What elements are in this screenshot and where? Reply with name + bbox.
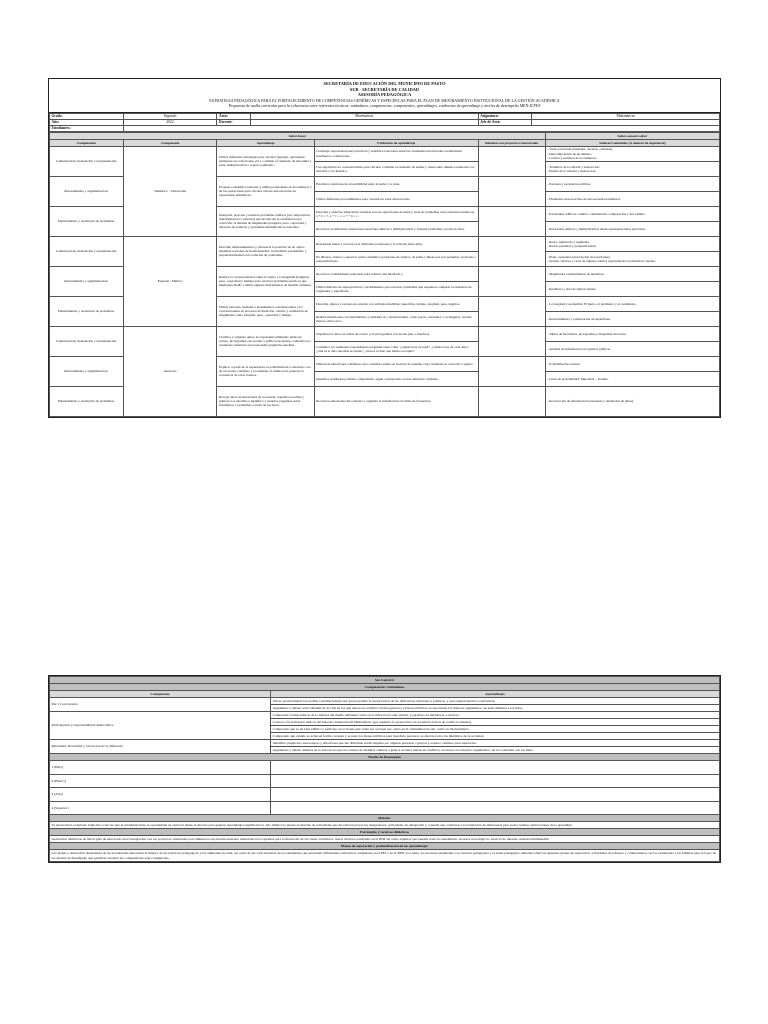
nivel-label-cell: 2 (Básico): [50, 774, 271, 788]
saberes-cell: - Análisis de información en registros gráficos.: [545, 341, 719, 356]
saberes-header: Saberes/Contenidos (A manera de sugerencia): [545, 139, 719, 146]
evidencia-cell: Utiliza diferentes procedimientos para calcular un valor desconocido.: [314, 191, 478, 206]
ser-convivir-title: Ser-Convivir: [50, 677, 720, 684]
evidencia-cell: Identifica resultados posibles o imposibles, según corresponda, en una situación cotidiana.: [314, 371, 478, 386]
evidencia-cell: Realiza mediciones con instrumentos y unidades no convencionales, como pasos, cuadrados o rectángulos, cuartas, metros, entre otros.: [314, 311, 478, 326]
competencia-cell: Planteamiento y resolución de problemas.: [50, 296, 124, 326]
estudiantes-label: Estudiantes:: [50, 125, 124, 131]
relacion-cell: [478, 236, 545, 266]
ciudadanas-body: [50, 698, 720, 754]
header-subsecretaria: SUB - SECRETARÍA DE CALIDAD: [349, 86, 420, 92]
evidencia-cell: Establece relaciones de reversibilidad entre la suma y la resta.: [314, 176, 478, 191]
saberes-cell: - Magnitudes e instrumentos de medición.: [545, 266, 719, 281]
ciudadana-aprendizaje-cell: Identifico prejuicios, estereotipos y emociones que me dificultan sentir empatía por algunas personas o grupos y exploro caminos para superarlos.: [271, 740, 720, 747]
evidencia-cell: Describe objetos y eventos de acuerdo con atributos medibles: superficie, tiempo, longitud, peso, ángulos.: [314, 296, 478, 311]
competencia-cell: Planteamiento y resolución de problemas.: [50, 386, 124, 416]
aprendizaje-cell: Realiza la correspondencia entre el objeto y la magnitud (longitud, peso, capacidad y tiempo) para resolver problemas prácticos que impliquen medir y utiliza algunos instrumentos de medida comunes.: [217, 266, 314, 296]
area-value: Matemáticas: [250, 113, 478, 119]
estrategias-title: Estrategias y recursos didácticos: [50, 829, 720, 836]
componente-col-header: Componente: [50, 691, 271, 698]
nivel-row: [50, 761, 720, 775]
evidencia-cell: Describe y resuelve situaciones variadas con las operaciones de suma y resta en problemas cuya estructura puede ser a + b = ?, a + ? = c, o ? + b = c.: [314, 206, 478, 221]
curriculum-row: [50, 236, 720, 251]
grado-value: Segundo: [123, 113, 217, 119]
relacion-cell: [478, 356, 545, 386]
competencias-ciudadanas-title: Competencias Ciudadanas: [50, 684, 720, 691]
curriculum-body: [50, 146, 720, 416]
saberes-cell: - Plano cartesiano (descripción de posiciones). - Aristas, vértices y caras de algunos sólidos representados en material concreto.: [545, 251, 719, 266]
nivel-label-cell: 3 (Alto): [50, 788, 271, 802]
evidencias-header: Evidencias de aprendizaje: [314, 139, 478, 146]
curriculum-row: [50, 326, 720, 341]
competencia-cell: Razonamiento y argumentación.: [50, 176, 124, 206]
nivel-value-cell: [271, 788, 720, 802]
saberes-cell: - Valor posicional (unidades, decenas, centenas). - Descomposición de un número. - Lectura y escritura de los números.: [545, 146, 719, 161]
saberes-cell: - Estructuras aditivas: cambio, combinación, comparación y des cambio.: [545, 206, 719, 221]
aprendizaje-cell: Utiliza patrones, medidas e instrumentos convencionales y no convencionales en procesos de medición, cálculo y estimación de magnitudes como longitud, peso, capacidad y tiempo.: [217, 296, 314, 326]
curriculum-table: [49, 132, 720, 417]
ciudadana-aprendizaje-cell: Conozco los principios básicos del Derecho Internacional Humanitario (por ejemplo, la protección a la sociedad civil en un conflicto armado).: [271, 719, 720, 726]
estrategias-text: Secuencias didácticas de libros guía de educación rural, integración con los proyectos, materiales para simulacros de pruebas internas, materiales fotocopiables para el desarrollo de las clases, biblioteca, textos diversos existentes en la IEM así como aquellos que puedan traer los estudiantes, recursos tecnológicos, servicio de internet, material multimedial.: [50, 836, 720, 843]
saber-hacer-header: Saber-hacer: [50, 132, 546, 139]
evidencia-cell: Organiza los datos en tablas de conteo y en pictogramas con escala (uno a muchos).: [314, 326, 478, 341]
ciudadana-aprendizaje-cell: Comprendo que es un bien público y participo en acciones que velan por su buen uso, tanto en la comunidad escolar, como en mi municipio.: [271, 726, 720, 733]
relacion-cell: [478, 146, 545, 176]
ciudadana-row: [50, 698, 720, 705]
competencia-cell: Comunicación, modelación y representación.: [50, 326, 124, 356]
evidencia-cell: Comunica los resultados respondiendo preguntas tales como: ¿cuántos hay en total?, ¿cuántos hay de cada dato?, ¿cuál es el dato que más se repite?, ¿cuál es el dato que menos se repite?: [314, 341, 478, 356]
ciudadana-componente-cell: Pluralidad, diversidad y valoración de la diferencia: [50, 740, 271, 754]
saberes-cell: - Línea de probabilidad: Imposible – Posible.: [545, 371, 719, 386]
ciudadana-row: [50, 740, 720, 747]
competencia-cell: Comunicación, modelación y representación.: [50, 146, 124, 176]
ciudadana-aprendizaje-cell: Valoro positivamente las normas constitucionales que hacen posible la preservación de las diferencias culturales y políticas, y que regulan nuestra convivencia.: [271, 698, 720, 705]
ciudadana-aprendizaje-cell: Argumento y debato dilemas de la vida en los que los valores de distintas culturas o grupos sociales entran en conflicto; reconozco los mejores argumentos, así no coincidan con los míos.: [271, 747, 720, 754]
saberes-cell: - Tablas de frecuencia, pictogramas y diagramas de barras.: [545, 326, 719, 341]
metodo-title: Método:: [50, 815, 720, 822]
nivel-row: [50, 788, 720, 802]
ser-convivir-sheet: [48, 675, 721, 863]
header-asesoria: ASESORÍA PEDAGÓGICA: [357, 92, 412, 98]
componente-cell: Aleatorio: [123, 326, 217, 416]
grado-label: Grado:: [50, 113, 124, 119]
componente-cell: Espacial - Métrico: [123, 236, 217, 326]
evidencia-cell: Usa algoritmos no convencionales para calcular o estimar el resultado de sumas y restas entre números naturales, los describe y los justifica.: [314, 161, 478, 176]
nivel-row: [50, 801, 720, 815]
relacion-cell: [478, 326, 545, 356]
relacion-cell: [478, 296, 545, 326]
ciudadana-aprendizaje-cell: Comprendo que cuando se actúa en forma corrupta y se usan los bienes públicos para beneficio personal, se afectan todos los miembros de la sociedad.: [271, 733, 720, 740]
aprendizaje-cell: Recoge datos de situaciones en la escuela, organiza en tablas y gráficas, los describe e identifica y resuelve preguntas sobre fenómenos y problemas a partir de los datos.: [217, 386, 314, 416]
estudiantes-value: [123, 125, 719, 131]
aprendizaje-header: Aprendizaje: [217, 139, 314, 146]
docente-label: Docente:: [217, 119, 251, 125]
document-header: [49, 79, 720, 113]
ciudadana-aprendizaje-cell: Comprendo la importancia de la defensa del medio ambiente, tanto en el nivel local como global, y participo en iniciativas a su favor.: [271, 712, 720, 719]
saberes-cell: - Relaciones aditivas y multiplicativas desde representaciones pictóricas.: [545, 221, 719, 236]
saberes-cell: - Patrones y secuencias aditivas.: [545, 176, 719, 191]
saberes-cell: - Recubrimiento y comparación de superficies.: [545, 311, 719, 326]
nivel-value-cell: [271, 761, 720, 775]
nivel-value-cell: [271, 801, 720, 815]
ciudadana-row: [50, 712, 720, 719]
relacion-cell: [478, 386, 545, 416]
relacion-cell: [478, 206, 545, 236]
header-propuesta: Propuesta de malla curricular para la coherencia entre referentes técnicos: estándares, competencias, componentes, aprendizajes, evidencias de aprendizaje y niveles de desempeño MEN-ICFES: [228, 103, 541, 109]
evidencia-cell: Reconoce el instrumento adecuado para realizar una medición y: [314, 266, 478, 281]
ano-label: Año:: [50, 119, 124, 125]
header-estrategia: ESTRATEGIA PEDAGÓGICA PARA EL FORTALECIMIENTO DE COMPETENCIAS GENÉRICAS Y ESPECÍFICAS PARA EL PLAN DE MEJORAMIENTO INSTITUCIONAL DE LA GESTIÓN ACADÉMICA: [209, 97, 560, 103]
niveles-body: [50, 761, 720, 815]
aprendizaje-cell: Explica, a partir de la experiencia, la posibilidad de ocurrencia o no de un evento cotidiano y el resultado lo utiliza para predecir la ocurrencia de otros eventos.: [217, 356, 314, 386]
evidencia-cell: Utiliza métodos de superposición y recubrimiento para resolver problemas que requieren comparar la extensión de longitudes y superficies.: [314, 281, 478, 296]
relacion-cell: [478, 176, 545, 206]
evidencia-cell: Diferencia situaciones cotidianas cuyo resultado puede ser incierto de aquellas cuyo resultado es conocido o seguro.: [314, 356, 478, 371]
ano-value: 2022: [123, 119, 217, 125]
saberes-cell: - Recolección de información (encuestas y tabulación de datos).: [545, 386, 719, 416]
saberes-cell: - Posibilidad de eventos.: [545, 356, 719, 371]
componente-header: Componente: [123, 139, 217, 146]
nivel-value-cell: [271, 774, 720, 788]
planes-text: Los planes a desarrollar dependerán de las necesidades detectadas al interior de las prácticas pedagógicas y los ambientes de aula, así como de las características de los estudiantes que presenten dificultades conforme lo estipulado en el PEI y en el SIEE, por tanto, los docentes atendiendo a la relación pedagógica y el estilo pedagógico deberán tomar las apuestas, planes de superación, actividades de refuerzo y compromisos con los estudiantes y las familias para el logro de los niveles de desempeño que permitan alcanzar las competencias aquí consignadas.: [50, 850, 720, 861]
nivel-row: [50, 774, 720, 788]
ciudadana-componente-cell: Paz y Convivencia: [50, 698, 271, 712]
evidencia-cell: En dibujos, objetos o espacios reales, identifica posiciones de objetos, de señas o líneas que son paralelas, verticales o perpendiculares.: [314, 251, 478, 266]
competencia-cell: Razonamiento y argumentación.: [50, 266, 124, 296]
ser-convivir-table: [49, 676, 720, 862]
nivel-label-cell: 1 (Bajo): [50, 761, 271, 775]
ciudadana-componente-cell: Participación y responsabilidad democrática: [50, 712, 271, 740]
competencia-cell: Razonamiento y argumentación.: [50, 356, 124, 386]
evidencia-cell: Representa líneas y reconoce las diferentes posiciones y la relación entre ellas.: [314, 236, 478, 251]
curriculum-row: [50, 146, 720, 161]
saberes-cell: - Perímetro y área de figuras planas.: [545, 281, 719, 296]
relacion-cell: [478, 266, 545, 296]
componente-cell: Numérico - Variacional: [123, 146, 217, 236]
area-label: Área:: [217, 113, 251, 119]
saber-conocer-header: Saber-conocer-saber: [545, 132, 719, 139]
aprendizaje-cell: Clasifica y organiza datos, los representa utilizando tablas de conteo, pictogramas con escalas y gráficos de puntos, comunica los resultados obtenidos para responder preguntas sencillas.: [217, 326, 314, 356]
niveles-title: Niveles de Desempeño: [50, 754, 720, 761]
saberes-cell: - Términos de la adición y sustracción. - Prueba de la adición y sustracción.: [545, 161, 719, 176]
curriculum-grid-sheet: [48, 78, 721, 418]
aprendizaje-cell: Utiliza diferentes estrategias para calcular (agrupar, representar elementos en colecciones, etc.) o estimar el resultado de una suma y resta, multiplicación o reparto equitativo.: [217, 146, 314, 176]
header-secretaria: SECRETARÍA DE EDUCACIÓN DEL MUNICIPIO DE PASTO: [323, 81, 446, 86]
competencia-cell: Planteamiento y resolución de problemas.: [50, 206, 124, 236]
metodo-text: Se desarrollará el método inductivo toda vez que el estudiante tiene la oportunidad de explorar desde el entorno para generar aprendizajes significativos, ello implica la puesta en marcha de actividades que involucren proyectos integradores, actividades de indagación y consulta que conlleven a la realización de inferencias para poder realizar explicaciones de lo aprendido.: [50, 822, 720, 829]
relacion-header: Relación con proyectos transversales: [478, 139, 545, 146]
aprendizaje-cell: Propone e identifica patrones y utiliza propiedades de los números y de las operaciones para calcular valores desconocidos en expresiones aritméticas.: [217, 176, 314, 206]
info-table: [49, 113, 720, 132]
aprendizaje-cell: Interpreta, propone y resuelve problemas aditivos (de composición, transformación y relación) que involucren la cantidad en una colección, la medida de magnitudes (longitud, peso, capacidad y duración de eventos) y problemas multiplicativos sencillos.: [217, 206, 314, 236]
evidencia-cell: Reconoce situaciones del contexto y organiza la información en tablas de frecuencia.: [314, 386, 478, 416]
saberes-cell: - La longitud y su medida: El metro, el decímetro y el centímetro.: [545, 296, 719, 311]
aprendizajes-col-header: Aprendizajes: [271, 691, 720, 698]
nivel-label-cell: 4 (Superior): [50, 801, 271, 815]
asignatura-label: Asignatura:: [478, 113, 532, 119]
saberes-cell: - Elementos desconocidos de una secuencia numérica.: [545, 191, 719, 206]
ciudadana-aprendizaje-cell: Argumento y debato sobre dilemas de la vida en los que entran en conflicto el bien general y el bien particular, reconociendo los mejores argumentos, así sean distintos a los míos.: [271, 705, 720, 712]
planes-title: Planes de superación y profundización de los aprendizajes: [50, 843, 720, 850]
evidencia-cell: Construye representaciones pictóricas y establece relaciones entre las cantidades involucradas en diferentes fenómenos o situaciones.: [314, 146, 478, 161]
jefe-area-label: Jefe de Área:: [478, 119, 532, 125]
aprendizaje-cell: Describe desplazamientos y referencia la posición de un objeto mediante nociones de horizontalidad, verticalidad, paralelismo y perpendicularidad en la solución de problemas.: [217, 236, 314, 266]
evidencia-cell: Reconoce en diferentes situaciones relaciones aditivas y multiplicativas y formula problemas a partir de ellas.: [314, 221, 478, 236]
competencia-header: Competencia: [50, 139, 124, 146]
competencia-cell: Comunicación, modelación y representación.: [50, 236, 124, 266]
asignatura-value: Matemáticas: [532, 113, 720, 119]
saberes-cell: - Recta, semirrecta y segmento. - Rectas paralelas y perpendiculares: [545, 236, 719, 251]
